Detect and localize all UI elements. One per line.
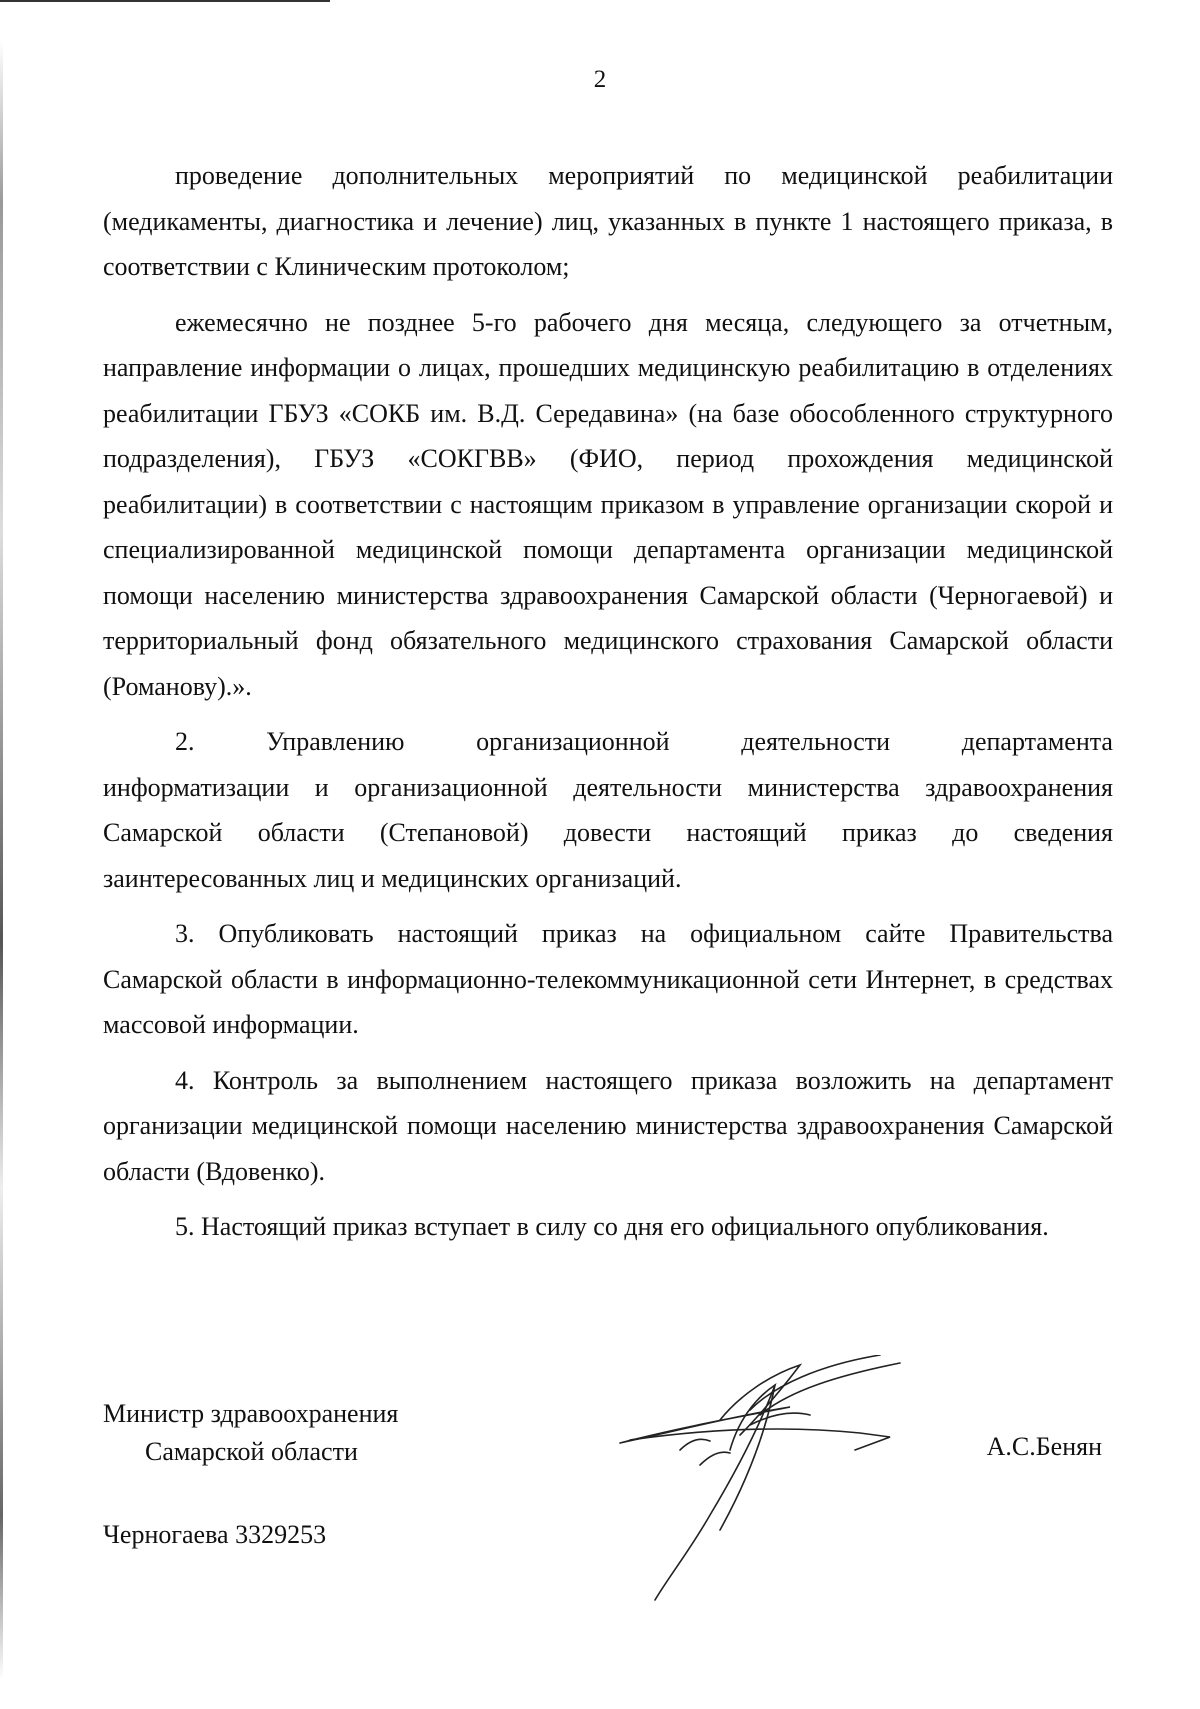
paragraph-5: 5. Настоящий приказ вступает в силу со дня его официального опубликования. xyxy=(175,1212,1049,1241)
paragraph-4: 4. Контроль за выполнением настоящего приказа возложить на департамент организации медицинской помощи населению министерства здравоохранения Самарской области (Вдовенко). xyxy=(103,1065,1113,1186)
para2-word: 2. xyxy=(175,727,195,756)
para2-word: Управлению xyxy=(266,727,405,756)
signatory-name: А.С.Бенян xyxy=(986,1432,1102,1461)
scan-edge-top xyxy=(0,0,330,6)
position-line-1: Министр здравоохранения xyxy=(103,1399,399,1428)
paragraph: ежемесячно не позднее 5-го рабочего дня месяца, следующего за отчетным, направление информации о лицах, прошедших медицинскую реабилитацию в отделениях реабилитации ГБУЗ «СОКБ им. В.Д. Середавина» (на базе обособленного структурного подразделения), ГБУЗ «СОКГВВ» (ФИО, период прохождения медицинской реабилитации) в соответствии с настоящим приказом в управление организации скорой и специализированной медицинской помощи департамента организации медицинской помощи населению министерства здравоохранения Самарской области (Черногаевой) и территориальный фонд обязательного медицинского страхования Самарской области (Романову).». xyxy=(103,307,1113,701)
para2-word: организационной xyxy=(476,727,670,756)
paragraph-2-first-line xyxy=(103,719,1113,765)
document-body xyxy=(103,153,1113,1250)
handwritten-signature xyxy=(600,1355,960,1605)
para2-word: департамента xyxy=(961,727,1113,756)
paragraph-3: 3. Опубликовать настоящий приказ на официальном сайте Правительства Самарской области в информационно-телекоммуникационной сети Интернет, в средствах массовой информации. xyxy=(103,919,1113,1039)
scan-edge-left xyxy=(0,40,3,1680)
paragraph-2-rest: информатизации и организационной деятельности министерства здравоохранения Самарской области (Степановой) довести настоящий приказ до сведения заинтересованных лиц и медицинских организаций. xyxy=(103,772,1113,893)
position-line-2: Самарской области xyxy=(145,1437,358,1466)
signatory-position xyxy=(103,1395,398,1471)
para2-word: деятельности xyxy=(741,727,891,756)
paragraph: проведение дополнительных мероприятий по медицинской реабилитации (медикаменты, диагностика и лечение) лиц, указанных в пункте 1 настоящего приказа, в соответствии с Клиническим протоколом; xyxy=(103,161,1113,281)
executor-contact: Черногаева 3329253 xyxy=(103,1520,327,1549)
page-number: 2 xyxy=(593,66,607,93)
